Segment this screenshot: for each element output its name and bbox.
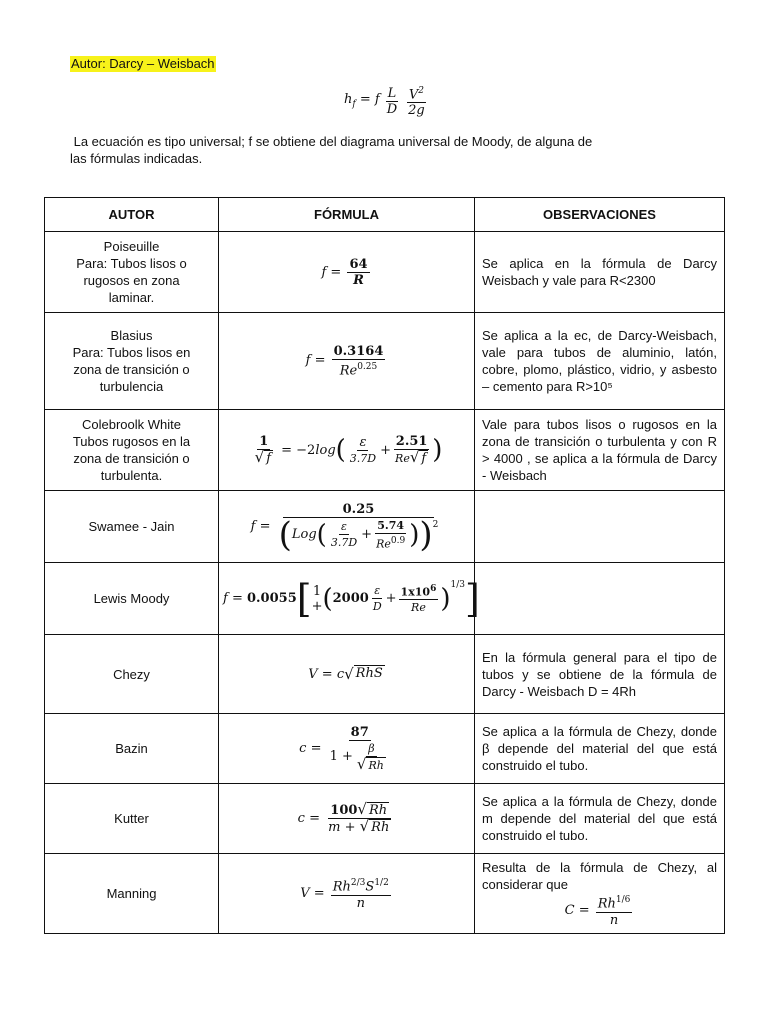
table-row [45, 491, 725, 563]
author-line: Manning [106, 886, 157, 901]
observation-cell: Se aplica a la fórmula de Chezy, donde β depende del material del que está construido el tubo. [475, 714, 725, 784]
author-cell [45, 635, 219, 714]
intro-line: las fórmulas indicadas. [70, 151, 203, 166]
author-line: Bazin [115, 741, 148, 756]
author-line: Colebroolk White [82, 417, 181, 432]
observation-cell [475, 563, 725, 635]
author-cell [45, 854, 219, 934]
formula-swamee-jain: f = 0.25 ( Log ( $\frac{\varepsilon}{3.7D}$ + $\frac{5.74}{Re^{0.9}}$ ) ) $^2$ [219, 491, 475, 563]
observation-text: Resulta de la fórmula de Chezy, al considerar que [482, 860, 717, 893]
table-row [45, 563, 725, 635]
author-line: Para: Tubos lisos o [76, 256, 187, 271]
formula-lewis-moody: f = 0.0055 [ 1 + ( 2000 $\frac{\varepsilon}{D}$ + $\frac{1x10^6}{Re}$ ) $^{1/3}$ ] [219, 563, 475, 635]
author-cell [45, 714, 219, 784]
author-cell [45, 784, 219, 854]
table-row [45, 714, 725, 784]
formula-colebrook: 1 √ f = −2 log ( $\frac{\varepsilon}{3.7D}$ + 2.51 Re √ f ) [219, 410, 475, 491]
author-line: Chezy [113, 666, 150, 682]
author-line: Lewis Moody [93, 591, 170, 606]
intro-paragraph [70, 133, 710, 167]
author-line: turbulencia [99, 379, 164, 394]
author-line: Para: Tubos lisos en [72, 345, 191, 360]
author-line: rugosos en zona [83, 273, 180, 288]
author-title: Autor: Darcy – Weisbach [71, 56, 215, 71]
formula-blasius: f = $\frac{0.3164}{Re^{0.25}}$ [219, 313, 475, 410]
table-row [45, 232, 725, 313]
author-line: zona de transición o [73, 451, 190, 466]
table-row [45, 313, 725, 410]
author-cell [45, 232, 219, 313]
table-row [45, 784, 725, 854]
author-line: Blasius [110, 328, 153, 343]
formula-kutter: c = 100 √ Rh m + √ Rh [219, 784, 475, 854]
observation-cell: Se aplica a la ec, de Darcy-Weisbach, vale para tubos de aluminio, latón, cobre, plomo, plástico, vidrio, y asbesto – cemento para R>10⁵ [475, 313, 725, 410]
observation-cell [475, 854, 725, 934]
column-header: AUTOR [45, 198, 219, 232]
author-line: Tubos rugosos en la [72, 434, 191, 449]
observation-cell: En la fórmula general para el tipo de tubos y se obtiene de la fórmula de Darcy - Weisbach D = 4Rh [475, 635, 725, 714]
author-line: laminar. [108, 290, 155, 305]
author-line: Poiseuille [103, 239, 160, 254]
column-header: OBSERVACIONES [475, 198, 725, 232]
observation-cell: Vale para tubos lisos o rugosos en la zona de transición o turbulenta y con R > 4000 , se aplica a la fórmula de Darcy - Weisbach [475, 410, 725, 491]
author-cell [45, 563, 219, 635]
author-cell [45, 491, 219, 563]
observation-cell: Se aplica en la fórmula de Darcy Weisbach y vale para R<2300 [475, 232, 725, 313]
observation-cell [475, 491, 725, 563]
table-row [45, 635, 725, 714]
author-line: zona de transición o [73, 362, 190, 377]
author-cell [45, 410, 219, 491]
author-line: Swamee - Jain [88, 519, 175, 534]
table-row [45, 410, 725, 491]
author-cell [45, 313, 219, 410]
table-header-row [45, 198, 725, 232]
darcy-weisbach-equation: $h_f = f$ $\frac{L}{D}$ $\frac{V^2}{2g}$ [344, 85, 425, 119]
intro-line: La ecuación es tipo universal; f se obtiene del diagrama universal de Moody, de alguna de [70, 134, 593, 149]
author-line: turbulenta. [100, 468, 163, 483]
formula-manning: V = $\frac{Rh^{2/3}S^{1/2}}{n}$ [219, 854, 475, 934]
table-row [45, 854, 725, 934]
author-line: Kutter [114, 811, 149, 826]
manning-c-equation: C = $\frac{Rh^{1/6}}{n}$ [564, 895, 631, 928]
formulas-table [44, 197, 725, 934]
column-header: FÓRMULA [219, 198, 475, 232]
formula-poiseuille: f = $\frac{64}{R}$ [219, 232, 475, 313]
formula-chezy: V = c √ RhS [219, 635, 475, 714]
observation-cell: Se aplica a la fórmula de Chezy, donde m depende del material del que está construido el tubo. [475, 784, 725, 854]
formula-bazin: c = 87 1 + β √ Rh [219, 714, 475, 784]
